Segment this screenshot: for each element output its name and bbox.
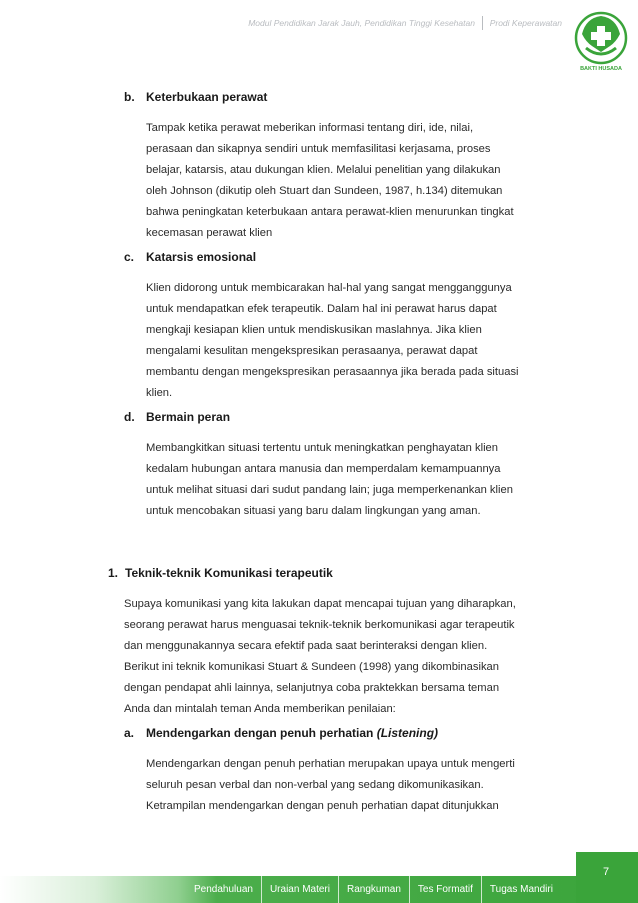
text-line: Klien didorong untuk membicarakan hal-hal yang sangat mengganggunya [146, 282, 512, 294]
text-line: untuk mencobakan situasi yang baru dalam lingkungan yang aman. [146, 505, 481, 517]
module-title: Modul Pendidikan Jarak Jauh, Pendidikan Tinggi Kesehatan [248, 18, 475, 28]
text-line: Mendengarkan dengan penuh perhatian merupakan upaya untuk mengerti [146, 758, 515, 770]
section-letter: a. [124, 726, 135, 740]
section-title: Mendengarkan dengan penuh perhatian [146, 726, 374, 740]
section-title-italic: (Listening) [376, 726, 439, 740]
section-title: Keterbukaan perawat [146, 90, 268, 104]
section-letter: d. [124, 410, 135, 424]
nav-pendahuluan[interactable]: Pendahuluan [186, 876, 262, 903]
main-section-heading [108, 566, 333, 580]
text-line: dan menggunakannya secara efektif pada saat berinteraksi dengan klien. [124, 640, 488, 652]
main-section-title: Teknik-teknik Komunikasi terapeutik [125, 566, 333, 580]
footer-nav [186, 876, 561, 903]
section-heading-b [124, 90, 267, 104]
text-line: perasaan dan sikapnya sendiri untuk memfasilitasi kerjasama, proses [146, 143, 491, 155]
text-line: untuk mendapatkan efek terapeutik. Dalam hal ini perawat harus dapat [146, 303, 497, 315]
main-section-number: 1. [108, 566, 119, 580]
section-title: Bermain peran [146, 410, 231, 424]
section-c-body [146, 278, 562, 404]
text-line: untuk melihat situasi dari sudut pandang lain; juga memperkenankan klien [146, 484, 513, 496]
nav-rangkuman[interactable]: Rangkuman [339, 876, 410, 903]
text-line: Tampak ketika perawat meberikan informasi tentang diri, ide, nilai, [146, 122, 474, 134]
text-line: membantu dengan mengekspresikan perasaannya jika berada pada situasi [146, 366, 519, 378]
bakti-husada-logo-icon [572, 8, 630, 72]
section-letter: c. [124, 250, 135, 264]
section-heading-c [124, 250, 256, 264]
section-d-body [146, 438, 562, 522]
text-line: belajar, katarsis, atau dukungan klien. Melalui penelitian yang dilakukan [146, 164, 501, 176]
nav-uraian-materi[interactable]: Uraian Materi [262, 876, 339, 903]
program-name: Prodi Keperawatan [489, 18, 562, 28]
page-number: 7 [602, 866, 610, 878]
text-line: klien. [146, 387, 173, 399]
subsection-a-body [146, 754, 562, 817]
text-line: dengan pendapat ahli lainnya, selanjutnya coba praktekkan bersama teman [124, 682, 500, 694]
text-line: mengkaji kesiapan klien untuk mendiskusikan maslahnya. Jika klien [146, 324, 482, 336]
nav-tugas-mandiri[interactable]: Tugas Mandiri [489, 884, 553, 895]
text-line: kecemasan perawat klien [146, 227, 273, 239]
text-line: kedalam hubungan antara manusia dan memperdalam kemampuannya [146, 463, 501, 475]
text-line: Ketrampilan mendengarkan dengan penuh perhatian dapat ditunjukkan [146, 800, 499, 812]
text-line: bahwa peningkatan keterbukaan antara perawat-klien menurunkan tingkat [146, 206, 514, 218]
section-heading-d [124, 410, 230, 424]
header-text [150, 18, 562, 28]
subsection-heading-a [124, 726, 438, 740]
section-letter: b. [124, 90, 135, 104]
text-line: mengalami kesulitan mengekspresikan perasaanya, perawat dapat [146, 345, 478, 357]
text-line: Supaya komunikasi yang kita lakukan dapat mencapai tujuan yang diharapkan, [124, 598, 516, 610]
text-line: Anda dan mintalah teman Anda memberikan penilaian: [124, 703, 396, 715]
text-line: oleh Johnson (dikutip oleh Stuart dan Sundeen, 1987, h.134) ditemukan [146, 185, 503, 197]
text-line: Berikut ini teknik komunikasi Stuart & Sundeen (1998) yang dikombinasikan [124, 661, 499, 673]
nav-tes-formatif[interactable]: Tes Formatif [410, 876, 482, 903]
section-b-body [146, 118, 562, 244]
text-line: seluruh pesan verbal dan non-verbal yang sedang dikomunikasikan. [146, 779, 484, 791]
logo-text: BAKTI HUSADA [580, 66, 622, 72]
text-line: seorang perawat harus menguasai teknik-teknik berkomunikasi agar terapeutik [124, 619, 515, 631]
main-section-body [124, 594, 562, 720]
text-line: Membangkitkan situasi tertentu untuk meningkatkan penghayatan klien [146, 442, 499, 454]
section-title: Katarsis emosional [146, 250, 257, 264]
header-separator [482, 16, 483, 30]
